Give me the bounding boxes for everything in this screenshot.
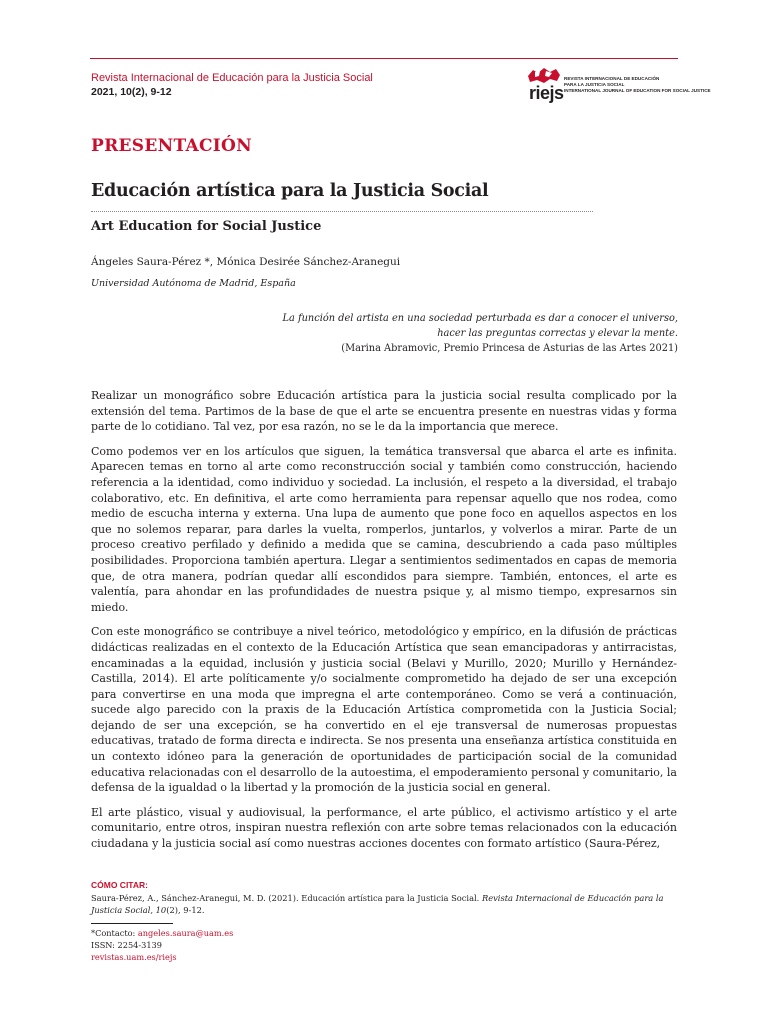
issn: ISSN: 2254-3139 bbox=[91, 940, 162, 950]
contact-label: *Contacto: bbox=[91, 928, 138, 938]
contact-line bbox=[91, 928, 233, 938]
website-link[interactable]: revistas.uam.es/riejs bbox=[91, 952, 177, 962]
citation-journal: Revista Internacional de Educación para la Justicia Social, 10 bbox=[91, 893, 664, 915]
article-title: Educación artística para la Justicia Social bbox=[91, 181, 489, 201]
citation-text bbox=[91, 892, 677, 916]
epigraph-line-2: hacer las preguntas correctas y elevar la mente. bbox=[437, 328, 678, 339]
journal-volume: 2021, 10(2), 9-12 bbox=[91, 86, 172, 98]
epigraph-attribution: (Marina Abramovic, Premio Princesa de Asturias de las Artes 2021) bbox=[341, 343, 678, 354]
section-heading: PRESENTACIÓN bbox=[91, 136, 252, 156]
author-affiliation: Universidad Autónoma de Madrid, España bbox=[91, 278, 296, 289]
logo-line-2: PARA LA JUSTICIA SOCIAL bbox=[564, 81, 625, 87]
logo-text bbox=[564, 76, 711, 93]
footnote-rule bbox=[91, 923, 173, 924]
epigraph bbox=[258, 311, 678, 356]
citation-issue: (2), 9-12. bbox=[166, 905, 205, 915]
journal-name: Revista Internacional de Educación para la Justicia Social bbox=[91, 72, 373, 84]
title-divider bbox=[91, 211, 593, 212]
epigraph-line-1: La función del artista en una sociedad perturbada es dar a conocer el universo, bbox=[282, 313, 678, 324]
contact-email-link[interactable]: angeles.saura@uam.es bbox=[137, 928, 234, 938]
article-authors: Ángeles Saura-Pérez *, Mónica Desirée Sánchez-Aranegui bbox=[91, 256, 401, 268]
article-body bbox=[91, 388, 677, 861]
logo-acronym: riejs bbox=[529, 83, 564, 103]
body-paragraph: Como podemos ver en los artículos que siguen, la temática transversal que abarca el arte es infinita. Aparecen temas en torno al arte como reconstrucción social y también como construcción, haciendo referencia a la identidad, como individuo y sociedad. La inclusión, el respeto a la diversidad, el trabajo colaborativo, etc. En definitiva, el arte como herramienta para repensar aquello que nos rodea, como medio de escucha interna y externa. Una lupa de aumento que pone foco en aquellos aspectos en los que no solemos reparar, para darles la vuelta, romperlos, juntarlos, y volverlos a mirar. Parte de un proceso creativo perfilado y definido a medida que se camina, descubriendo a cada paso múltiples posibilidades. Proporciona también apertura. Llegar a sentimientos sedimentados en capas de memoria que, de otra manera, podrían quedar allí escondidos para siempre. También, entonces, el arte es valentía, para ahondar en las profundidades de nuestra psique y, al mismo tiempo, expresarnos sin miedo. bbox=[91, 444, 677, 614]
logo-line-3: INTERNATIONAL JOURNAL OF EDUCATION FOR SOCIAL JUSTICE bbox=[564, 87, 711, 93]
journal-logo bbox=[526, 66, 711, 104]
body-paragraph: Realizar un monográfico sobre Educación artística para la justicia social resulta complicado por la extensión del tema. Partimos de la base de que el arte se encuentra presente en nuestras vidas y forma parte de lo cotidiano. Tal vez, por esa razón, no se le da la importancia que merece. bbox=[91, 389, 677, 434]
body-paragraph: El arte plástico, visual y audiovisual, la performance, el arte público, el activismo artístico y el arte comunitario, entre otros, inspiran nuestra reflexión con arte sobre temas relacionados con la educación ciudadana y la justicia social así como nuestras acciones docentes con formato artístico (Saura-Pérez, bbox=[91, 805, 677, 851]
body-paragraph: Con este monográfico se contribuye a nivel teórico, metodológico y empírico, en la difusión de prácticas didácticas realizadas en el contexto de la Educación Artística que sean emancipadoras y antirracistas, encaminadas a la equidad, inclusión y justicia social (Belavi y Murillo, 2020; Murillo y Hernández-Castilla, 2014). El arte políticamente y/o socialmente comprometido ha dejado de ser una excepción para convertirse en una moda que impregna el arte contemporáneo. Como se verá a continuación, sucede algo parecido con la praxis de la Educación Artística comprometida con la Justicia Social; dejando de ser una excepción, se ha convertido en el eje transversal de numerosas propuestas educativas, tratado de forma directa e indirecta. Se nos presenta una enseñanza artística constituida en un contexto idóneo para la generación de oportunidades de participación social de la comunidad educativa relacionadas con el desarrollo de la autoestima, el empoderamiento personal y comunitario, la defensa de la igualdad o la libertad y la promoción de la justicia social en general. bbox=[91, 625, 677, 795]
logo-line-1: REVISTA INTERNACIONAL DE EDUCACIÓN bbox=[564, 76, 660, 81]
header-rule bbox=[90, 58, 678, 59]
article-subtitle: Art Education for Social Justice bbox=[91, 219, 322, 234]
citation-plain: Saura-Pérez, A., Sánchez-Aranegui, M. D. (2021). Educación artística para la Justicia Social. bbox=[91, 893, 482, 903]
citation-label: CÓMO CITAR: bbox=[91, 880, 148, 890]
